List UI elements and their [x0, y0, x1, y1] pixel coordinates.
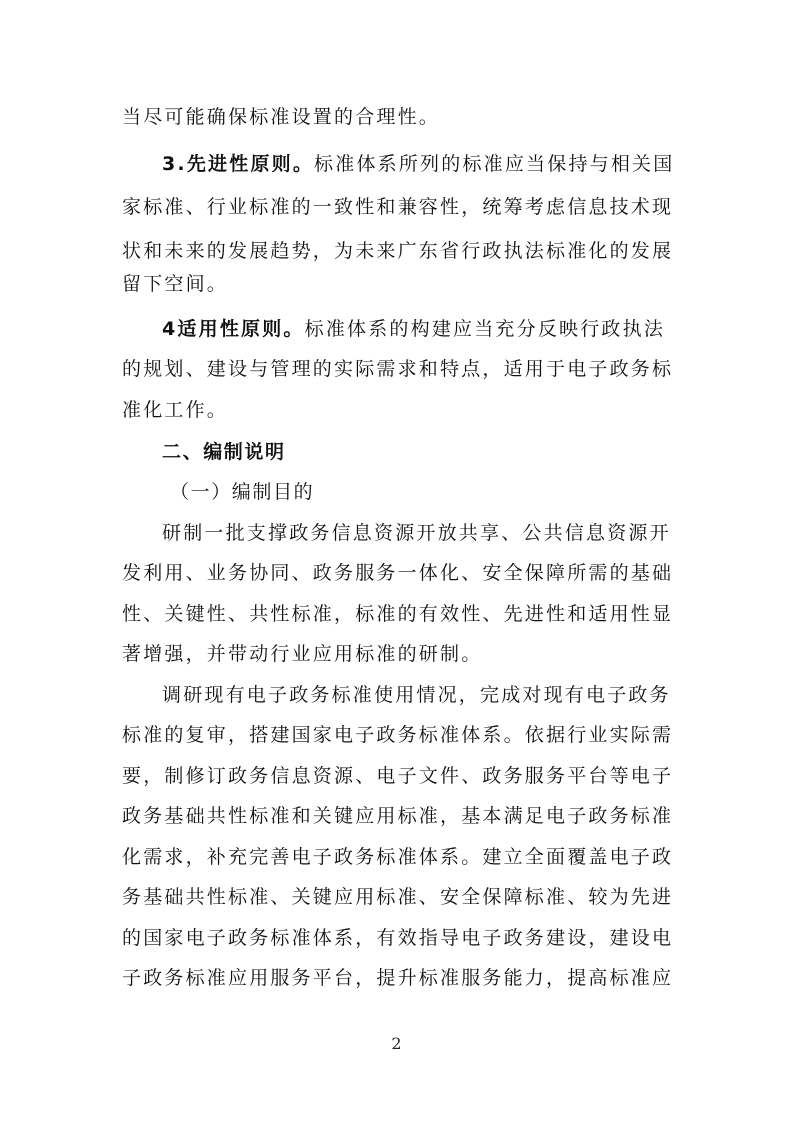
- principle-title: 3.先进性原则。: [162, 153, 315, 175]
- text-line: 的规划、建设与管理的实际需求和特点，适用于电子政务标: [122, 358, 674, 380]
- text-line: 研制一批支撑政务信息资源开放共享、公共信息资源开: [162, 522, 671, 544]
- text-line: 性、关键性、共性标准，标准的有效性、先进性和适用性显: [122, 603, 674, 625]
- text-line: 留下空间。: [122, 273, 229, 295]
- text-line: 化需求，补充完善电子政务标准体系。建立全面覆盖电子政: [122, 846, 674, 868]
- text-line: 调研现有电子政务标准使用情况，完成对现有电子政务: [162, 684, 671, 706]
- text-line: 著增强，并带动行业应用标准的研制。: [122, 643, 483, 665]
- principle-text: 标准体系所列的标准应当保持与相关国: [314, 153, 675, 175]
- text-line: 标准的复审，搭建国家电子政务标准体系。依据行业实际需: [122, 724, 674, 746]
- text-line: 要，制修订政务信息资源、电子文件、政务服务平台等电子: [122, 765, 674, 787]
- text-line: [162, 146, 722, 182]
- principle-title: 4适用性原则。: [162, 318, 305, 340]
- section-heading: 二、编制说明: [162, 441, 286, 463]
- text-line: 的国家电子政务标准体系，有效指导电子政务建设，建设电: [122, 927, 674, 949]
- subsection-heading: （一）编制目的: [170, 481, 315, 503]
- page-number: 2: [391, 1034, 402, 1053]
- text-line: 家标准、行业标准的一致性和兼容性，统筹考虑信息技术现: [122, 196, 674, 218]
- text-line: 务基础共性标准、关键应用标准、安全保障标准、较为先进: [122, 886, 674, 908]
- text-line: 政务基础共性标准和关键应用标准，基本满足电子政务标准: [122, 805, 674, 827]
- text-line: 发利用、业务协同、政务服务一体化、安全保障所需的基础: [122, 562, 674, 584]
- text-line: 子政务标准应用服务平台，提升标准服务能力，提高标准应: [122, 967, 674, 989]
- text-line: [162, 311, 722, 347]
- text-line: 状和未来的发展趋势，为未来广东省行政执法标准化的发展: [122, 240, 674, 262]
- text-line: 当尽可能确保标准设置的合理性。: [122, 106, 441, 128]
- text-line: 准化工作。: [122, 399, 229, 421]
- principle-text: 标准体系的构建应当充分反映行政执法: [304, 318, 666, 340]
